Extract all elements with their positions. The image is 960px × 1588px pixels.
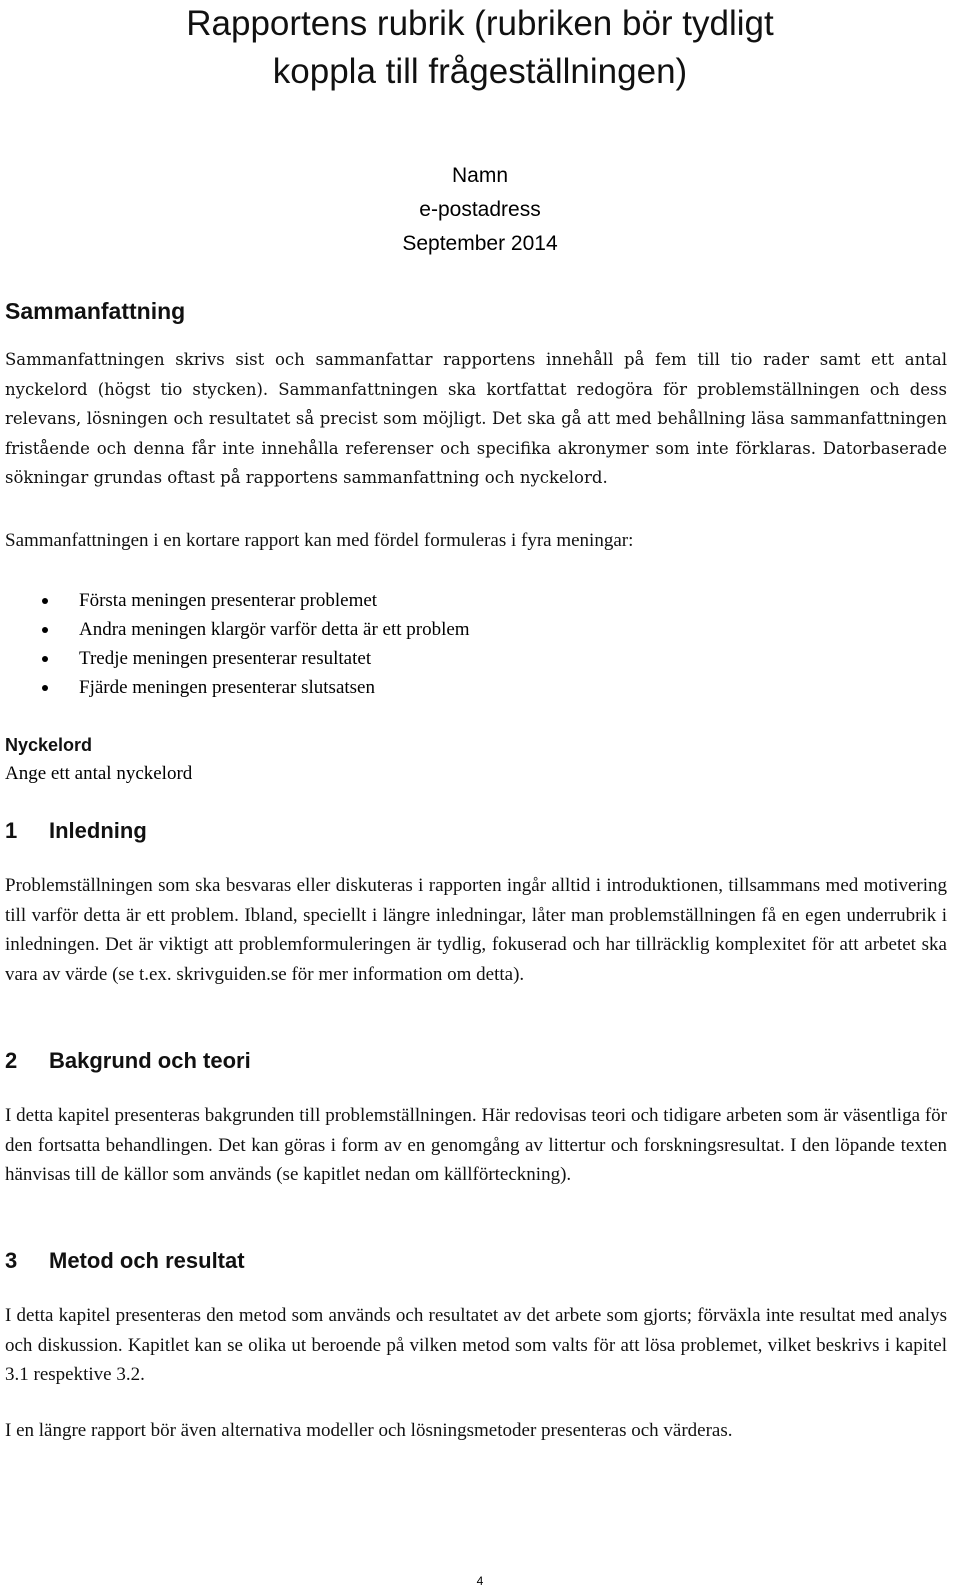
section-2-heading xyxy=(5,1046,251,1076)
bullet-icon xyxy=(42,685,48,691)
report-date: September 2014 xyxy=(402,232,558,255)
section-number: 2 xyxy=(5,1048,18,1073)
bullet-icon xyxy=(42,656,48,662)
summary-heading: Sammanfattning xyxy=(5,298,186,324)
author-email: e-postadress xyxy=(419,198,541,221)
bullet-icon xyxy=(42,598,48,604)
section-number: 1 xyxy=(5,818,18,843)
bullet-item xyxy=(5,615,905,644)
section-3-heading xyxy=(5,1246,245,1276)
page-number: 4 xyxy=(476,1574,484,1588)
section-1-heading xyxy=(5,816,147,846)
bullet-text: Andra meningen klargör varför detta är ett problem xyxy=(79,619,470,640)
bullet-text: Första meningen presenterar problemet xyxy=(79,590,378,611)
bullet-text: Tredje meningen presenterar resultatet xyxy=(79,648,372,669)
summary-intro-line: Sammanfattningen i en kortare rapport kan med fördel formuleras i fyra meningar: xyxy=(5,530,634,551)
author-name: Namn xyxy=(451,164,509,187)
bullet-item xyxy=(5,673,905,702)
summary-paragraph: Sammanfattningen skrivs sist och sammanfattar rapportens innehåll på fem till tio rader samt ett antal nyckelord (högst tio stycken). Sammanfattningen ska kortfattat redogöra för problemställningen och dess relevans, lösningen och resultatet så precist som möjligt. Det ska gå att med behållning läsa sammanfattningen fristående och denna får inte innehålla referenser och specifika akronymer som inte förklaras. Datorbaserade sökningar grundas oftast på rapportens sammanfattning och nyckelord. xyxy=(5,350,947,487)
section-3-paragraph-1: I detta kapitel presenteras den metod som används och resultatet av det arbete som gjorts; förväxla inte resultat med analys och diskussion. Kapitlet kan se olika ut beroende på vilken metod som valts för att lösa problemet, vilket beskrivs i kapitel 3.1 respektive 3.2. xyxy=(5,1305,947,1385)
section-title: Inledning xyxy=(49,818,147,843)
section-title: Metod och resultat xyxy=(49,1248,245,1273)
author-block xyxy=(360,159,600,261)
section-1-paragraph: Problemställningen som ska besvaras eller diskuteras i rapporten ingår alltid i introduktionen, tillsammans med motivering till varför detta är ett problem. Ibland, speciellt i längre inledningar, låter man problemställningen få en egen underrubrik i inledningen. Det är viktigt att problemformuleringen är tydlig, fokuserad och har tillräcklig komplexitet för att arbetet ska vara av värde (se t.ex. skrivguiden.se för mer information om detta). xyxy=(5,875,947,985)
bullet-item xyxy=(5,644,905,673)
keywords-text: Ange ett antal nyckelord xyxy=(5,763,193,784)
section-number: 3 xyxy=(5,1248,18,1273)
section-2-paragraph: I detta kapitel presenteras bakgrunden till problemställningen. Här redovisas teori och tidigare arbeten som är väsentliga för den fortsatta behandlingen. Det kan göras i form av en genomgång av littertur och forskningsresultat. I den löpande texten hänvisas till de källor som används (se kapitlet nedan om källförteckning). xyxy=(5,1105,947,1185)
section-3-paragraph-2: I en längre rapport bör även alternativa modeller och lösningsmetoder presenteras och värderas. xyxy=(5,1420,733,1441)
section-title: Bakgrund och teori xyxy=(49,1048,251,1073)
keywords-heading: Nyckelord xyxy=(5,735,93,755)
bullet-item xyxy=(5,586,905,615)
bullet-icon xyxy=(42,627,48,633)
report-title: Rapportens rubrik (rubriken bör tydligt koppla till frågeställningen) xyxy=(186,4,774,91)
bullet-text: Fjärde meningen presenterar slutsatsen xyxy=(79,677,375,698)
summary-bullet-list xyxy=(5,586,905,702)
